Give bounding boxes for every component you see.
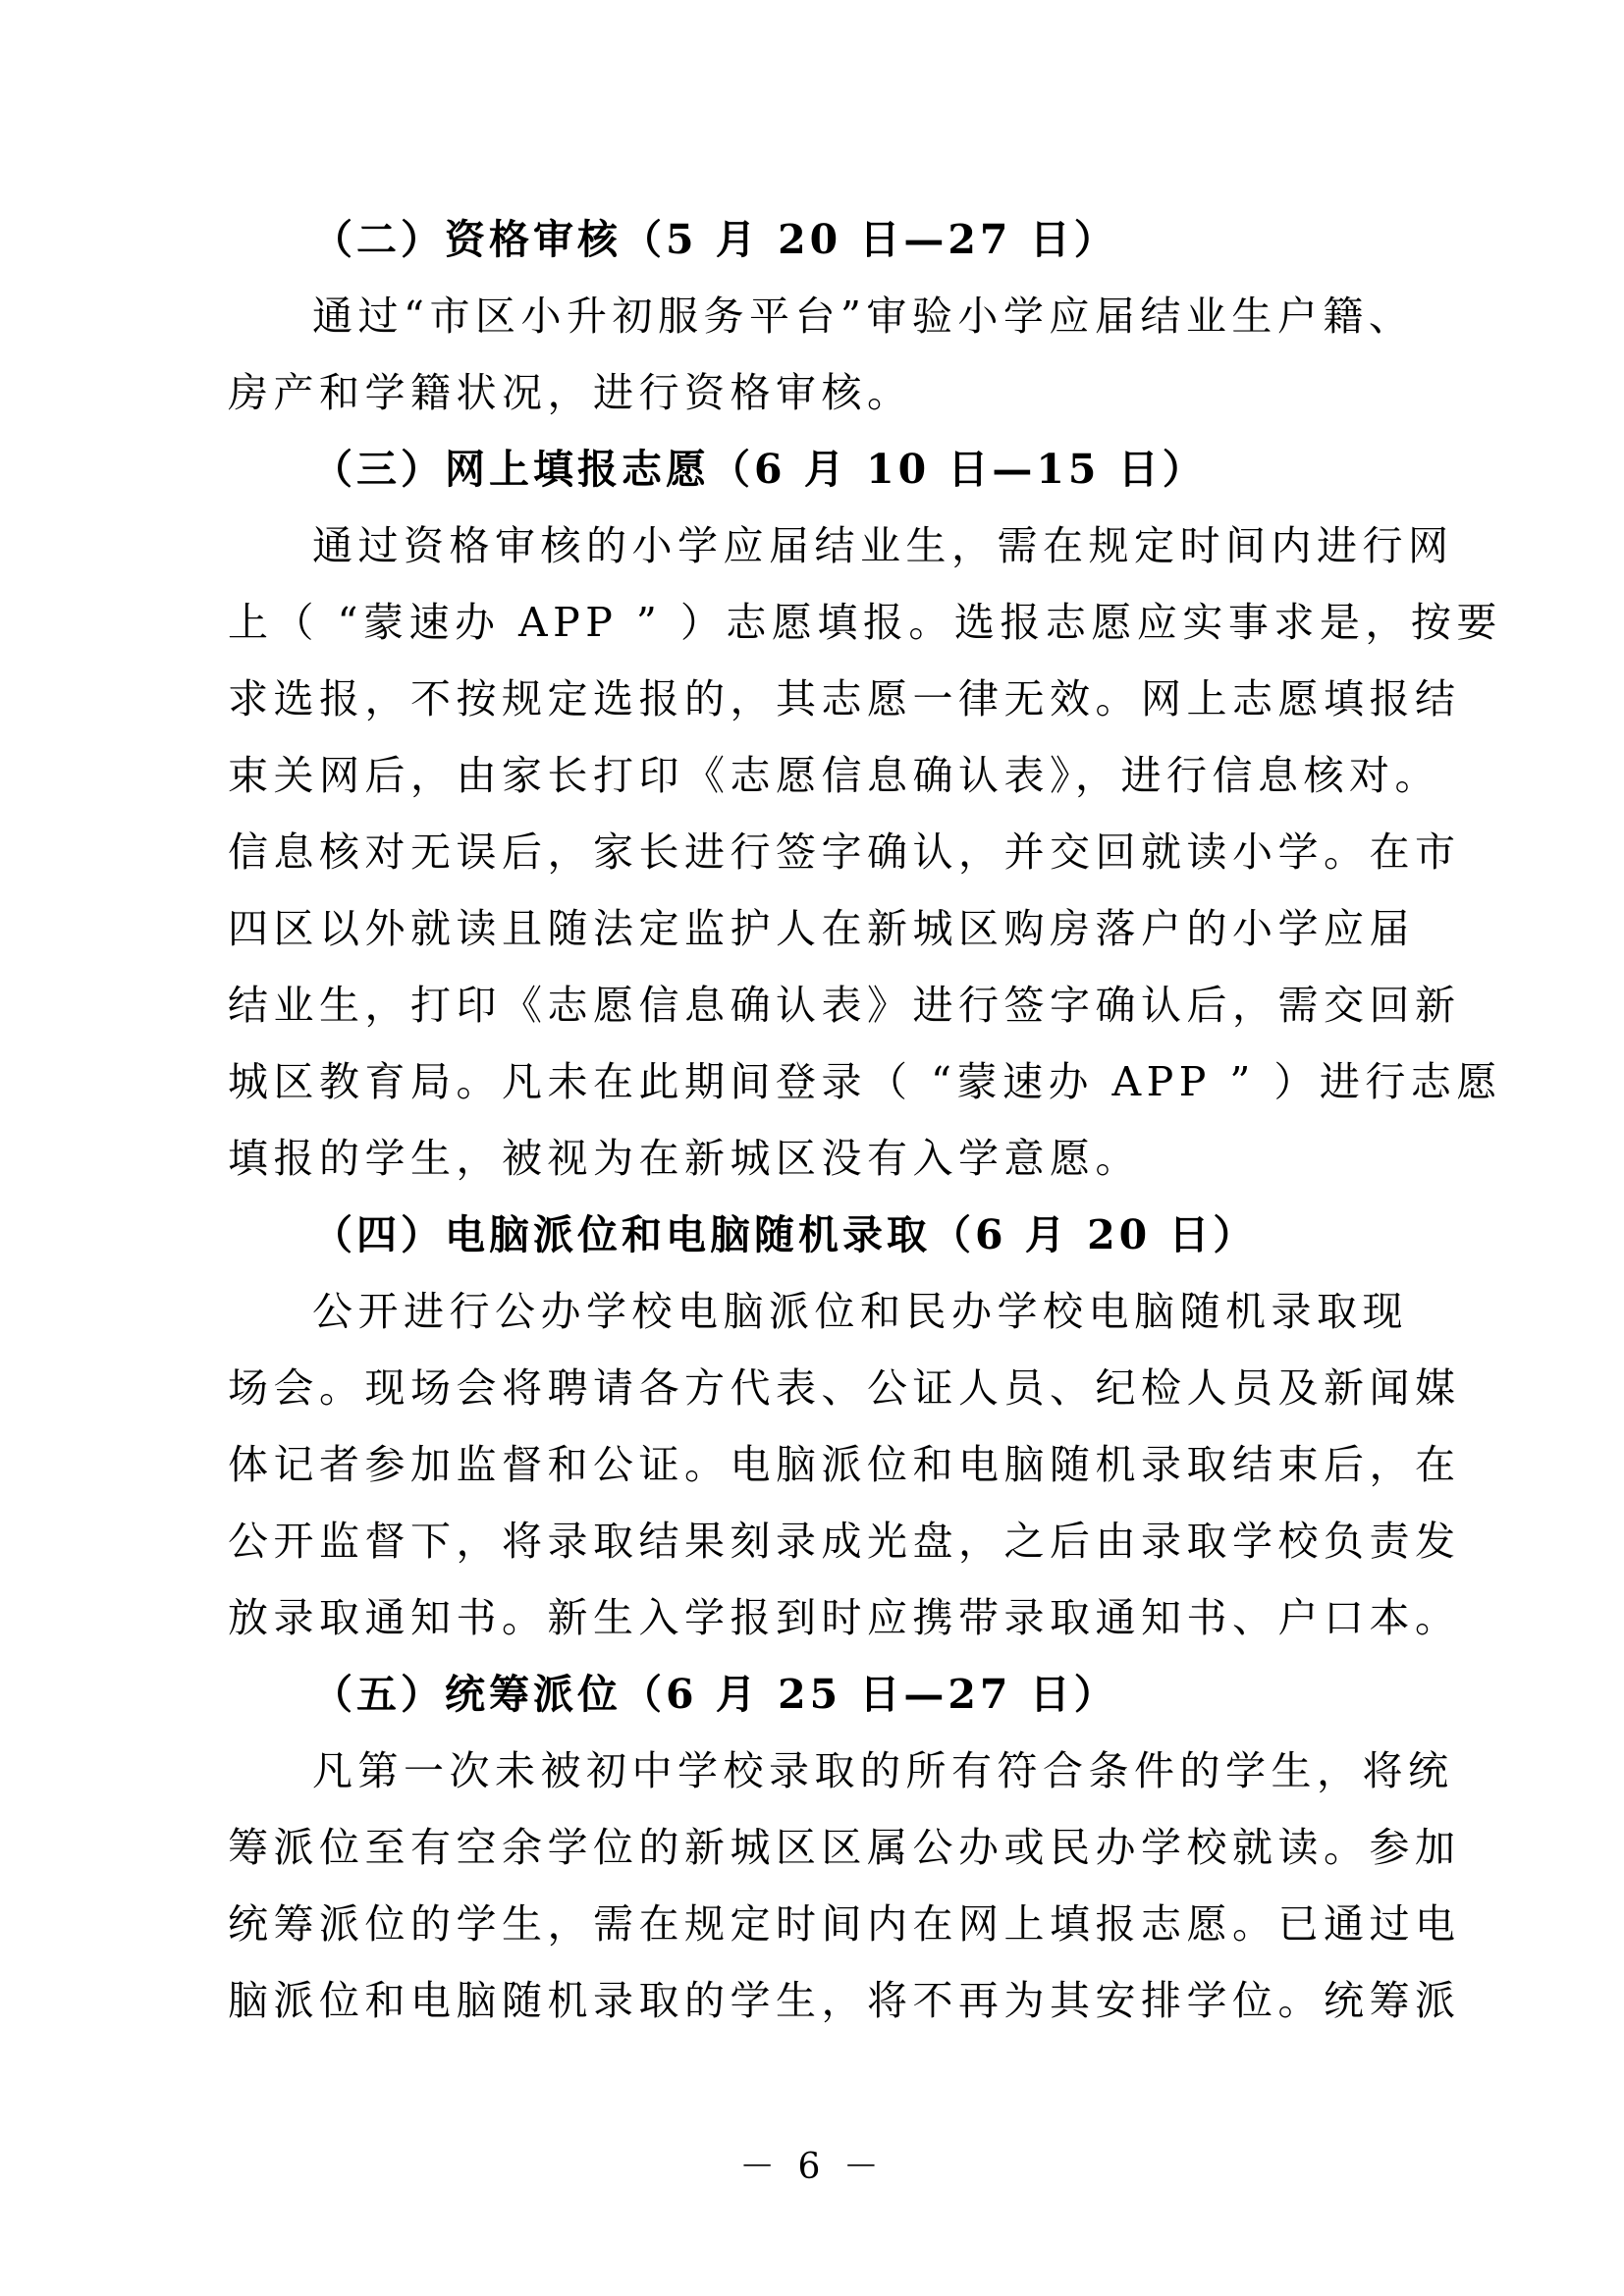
paragraph-line: 四区以外就读且随法定监护人在新城区购房落户的小学应届	[228, 905, 1415, 952]
paragraph-line: 束关网后，由家长打印《志愿信息确认表》，进行信息核对。	[228, 752, 1440, 799]
paragraph-line: 公开进行公办学校电脑派位和民办学校电脑随机录取现	[312, 1288, 1408, 1335]
paragraph-line: 筹派位至有空余学位的新城区区属公办或民办学校就读。参加	[228, 1824, 1461, 1871]
paragraph-line: 公开监督下，将录取结果刻录成光盘，之后由录取学校负责发	[228, 1518, 1461, 1565]
paragraph-line: 上（ “蒙速办 APP ” ）志愿填报。选报志愿应实事求是，按要	[228, 599, 1502, 646]
paragraph-line: 脑派位和电脑随机录取的学生，将不再为其安排学位。统筹派	[228, 1977, 1461, 2024]
paragraph-line: 求选报，不按规定选报的，其志愿一律无效。网上志愿填报结	[228, 675, 1461, 722]
paragraph-line: 凡第一次未被初中学校录取的所有符合条件的学生，将统	[312, 1747, 1454, 1794]
paragraph-line: 结业生，打印《志愿信息确认表》进行签字确认后，需交回新	[228, 982, 1461, 1029]
paragraph-line: 信息核对无误后，家长进行签字确认，并交回就读小学。在市	[228, 828, 1461, 876]
page-number: － 6 －	[739, 2147, 885, 2187]
paragraph-line: 通过资格审核的小学应届结业生，需在规定时间内进行网	[312, 522, 1454, 569]
paragraph-line: 放录取通知书。新生入学报到时应携带录取通知书、户口本。	[228, 1594, 1461, 1641]
paragraph-line: 统筹派位的学生，需在规定时间内在网上填报志愿。已通过电	[228, 1900, 1461, 1948]
paragraph-line: 城区教育局。凡未在此期间登录（ “蒙速办 APP ” ）进行志愿	[228, 1058, 1502, 1105]
paragraph-line: 场会。现场会将聘请各方代表、公证人员、纪检人员及新闻媒	[228, 1364, 1461, 1412]
section-heading-qualification-review: （二）资格审核（5 月 20 日—27 日）	[312, 216, 1118, 263]
paragraph-line: 通过“市区小升初服务平台”审验小学应届结业生户籍、	[312, 293, 1415, 340]
paragraph-line: 体记者参加监督和公证。电脑派位和电脑随机录取结束后，在	[228, 1441, 1461, 1488]
section-heading-coordinated-allocation: （五）统筹派位（6 月 25 日—27 日）	[312, 1671, 1118, 1718]
section-heading-online-application: （三）网上填报志愿（6 月 10 日—15 日）	[312, 446, 1207, 493]
paragraph-line: 房产和学籍状况，进行资格审核。	[228, 369, 913, 416]
paragraph-line: 填报的学生，被视为在新城区没有入学意愿。	[228, 1135, 1141, 1182]
section-heading-computer-allocation: （四）电脑派位和电脑随机录取（6 月 20 日）	[312, 1211, 1258, 1258]
